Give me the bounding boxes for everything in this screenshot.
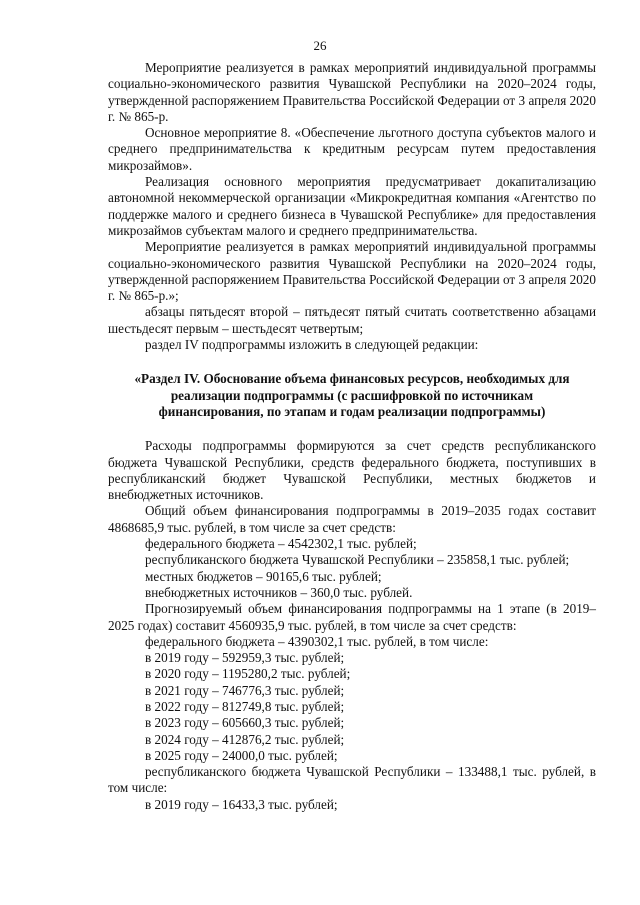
- spacer: [108, 420, 596, 438]
- section-heading: «Раздел IV. Обоснование объема финансовых ресурсов, необходимых для реализации подпрограммы (с расшифровкой по источникам финансирования, по этапам и годам реализации подпрограммы): [134, 371, 570, 419]
- document-body: [108, 60, 596, 813]
- paragraph-republican-total: республиканского бюджета Чувашской Республики – 235858,1 тыс. рублей;: [145, 552, 570, 568]
- line-year-2024: в 2024 году – 412876,2 тыс. рублей;: [145, 731, 345, 747]
- line-year-2022: в 2022 году – 812749,8 тыс. рублей;: [145, 698, 345, 714]
- line-year-2020: в 2020 году – 1195280,2 тыс. рублей;: [145, 666, 351, 682]
- line-local-total: местных бюджетов – 90165,6 тыс. рублей;: [145, 568, 382, 584]
- paragraph-capitalization: Реализация основного мероприятия предусматривает докапитализацию автономной некоммерческой организации «Микрокредитная компания «Агентство по поддержке малого и среднего бизнеса в Чувашской Республике» для предоставления микрозаймов субъектам малого и среднего предпринимательства.: [108, 174, 596, 238]
- paragraph-expenses: Расходы подпрограммы формируются за счет средств республиканского бюджета Чувашской Республики, средств федерального бюджета, поступивших в республиканский бюджет Чувашской Республики, местных бюджетов и внебюджетных источников.: [108, 438, 596, 503]
- paragraph-republican-stage1: республиканского бюджета Чувашской Республики – 133488,1 тыс. рублей, в том числе:: [108, 764, 596, 796]
- line-year-2021: в 2021 году – 746776,3 тыс. рублей;: [145, 682, 345, 698]
- paragraph-stage1-volume: Прогнозируемый объем финансирования подпрограммы на 1 этапе (в 2019–2025 годах) составит 4560935,9 тыс. рублей, в том числе за счет средств:: [108, 601, 596, 633]
- paragraph-main-event-8: Основное мероприятие 8. «Обеспечение льготного доступа субъектов малого и среднего предпринимательства к кредитным ресурсам путем предоставления микрозаймов».: [108, 125, 596, 173]
- paragraph-event-program-end: Мероприятие реализуется в рамках мероприятий индивидуальной программы социально-экономического развития Чувашской Республики на 2020–2024 годы, утвержденной распоряжением Правительства Российской Федерации от 3 апреля 2020 г. № 865-р.»;: [108, 239, 596, 304]
- line-year-2019: в 2019 году – 592959,3 тыс. рублей;: [145, 650, 345, 666]
- page-number: 26: [313, 38, 327, 53]
- line-republican-2019: в 2019 году – 16433,3 тыс. рублей;: [145, 796, 338, 812]
- spacer: [108, 353, 596, 371]
- paragraph-total-volume: Общий объем финансирования подпрограммы в 2019–2035 годах составит 4868685,9 тыс. рублей, в том числе за счет средств:: [108, 503, 596, 535]
- line-federal-stage1: федерального бюджета – 4390302,1 тыс. рублей, в том числе:: [145, 633, 489, 649]
- paragraph-section-intro: раздел IV подпрограммы изложить в следующей редакции:: [145, 337, 479, 353]
- line-extrabudget-total: внебюджетных источников – 360,0 тыс. рублей.: [145, 584, 413, 600]
- line-year-2025: в 2025 году – 24000,0 тыс. рублей;: [145, 747, 338, 763]
- paragraph-event-program: Мероприятие реализуется в рамках мероприятий индивидуальной программы социально-экономического развития Чувашской Республики на 2020–2024 годы, утвержденной распоряжением Правительства Российской Федерации от 3 апреля 2020 г. № 865-р.: [108, 60, 596, 124]
- paragraph-renumbering: абзацы пятьдесят второй – пятьдесят пятый считать соответственно абзацами шестьдесят первым – шестьдесят четвертым;: [108, 304, 596, 336]
- line-federal-total: федерального бюджета – 4542302,1 тыс. рублей;: [145, 536, 417, 552]
- line-year-2023: в 2023 году – 605660,3 тыс. рублей;: [145, 715, 345, 731]
